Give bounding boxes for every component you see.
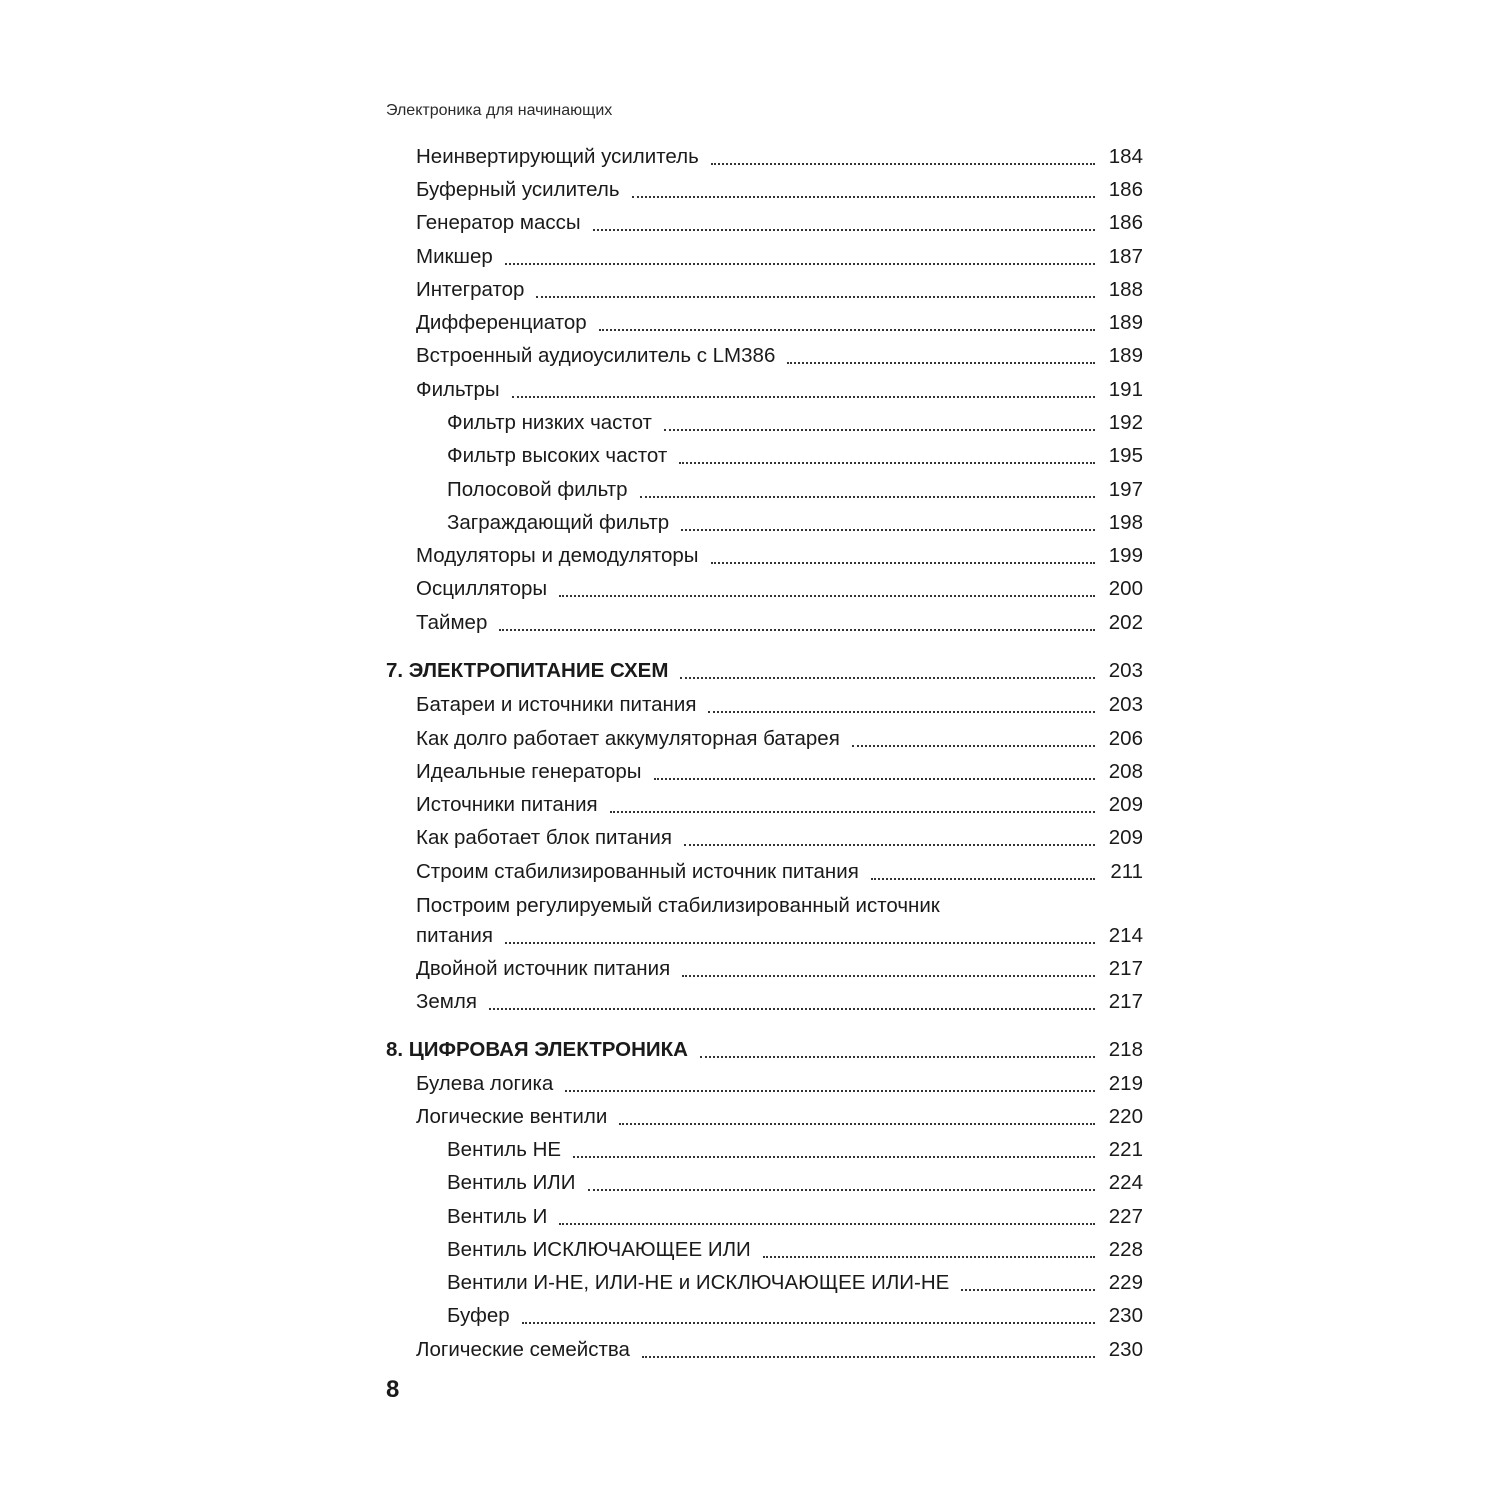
toc-entry-title: Генератор массы <box>416 211 581 234</box>
toc-entry[interactable] <box>416 954 1143 984</box>
toc-entry-title: Полосовой фильтр <box>447 478 628 501</box>
toc-leader-dots <box>664 429 1095 431</box>
toc-entry-page: 187 <box>1108 245 1143 268</box>
toc-entry[interactable] <box>416 757 1143 787</box>
toc-entry-title: Микшер <box>416 245 493 268</box>
toc-entry-title: Дифференциатор <box>416 311 587 334</box>
toc-entry[interactable] <box>416 790 1143 820</box>
toc-entry-title: Вентиль ИСКЛЮЧАЮЩЕЕ ИЛИ <box>447 1238 751 1261</box>
toc-entry-page: 197 <box>1108 478 1143 501</box>
toc-entry[interactable] <box>447 508 1143 538</box>
toc-entry-title: Как долго работает аккумуляторная батарея <box>416 727 840 750</box>
toc-leader-dots <box>599 329 1095 331</box>
toc-leader-dots <box>654 778 1096 780</box>
toc-entry-page: 227 <box>1108 1205 1143 1228</box>
toc-entry-page: 206 <box>1108 727 1143 750</box>
toc-entry[interactable] <box>447 1268 1143 1298</box>
toc-leader-dots <box>681 529 1095 531</box>
toc-entry-page: 209 <box>1108 826 1143 849</box>
toc-leader-dots <box>684 844 1095 846</box>
toc-entry-page: 198 <box>1108 511 1143 534</box>
toc-entry[interactable] <box>447 1301 1143 1331</box>
toc-entry-title: Буфер <box>447 1304 510 1327</box>
toc-leader-dots <box>505 942 1095 944</box>
toc-leader-dots <box>708 711 1095 713</box>
toc-entry-wrapped[interactable] <box>416 891 1143 951</box>
toc-leader-dots <box>700 1056 1095 1058</box>
toc-entry-page: 217 <box>1108 990 1143 1013</box>
toc-entry[interactable] <box>416 608 1143 638</box>
toc-entry-page: 202 <box>1108 611 1143 634</box>
toc-entry-page: 214 <box>1108 924 1143 947</box>
toc-entry-page: 200 <box>1108 577 1143 600</box>
toc-entry[interactable] <box>416 175 1143 205</box>
toc-leader-dots <box>871 878 1095 880</box>
toc-leader-dots <box>593 229 1095 231</box>
toc-entry[interactable] <box>416 242 1143 272</box>
toc-leader-dots <box>610 811 1095 813</box>
toc-entry-page: 203 <box>1108 659 1143 682</box>
toc-leader-dots <box>640 496 1095 498</box>
toc-chapter-heading[interactable] <box>386 1035 1143 1065</box>
toc-leader-dots <box>680 677 1095 679</box>
toc-entry[interactable] <box>447 1168 1143 1198</box>
toc-entry-page: 228 <box>1108 1238 1143 1261</box>
toc-entry-page: 230 <box>1108 1338 1143 1361</box>
toc-entry-title: Идеальные генераторы <box>416 760 642 783</box>
toc-leader-dots <box>522 1322 1095 1324</box>
toc-entry-title: Неинвертирующий усилитель <box>416 145 699 168</box>
toc-leader-dots <box>711 163 1095 165</box>
toc-entry-page: 191 <box>1108 378 1143 401</box>
toc-entry-page: 186 <box>1108 211 1143 234</box>
toc-entry-title: Заграждающий фильтр <box>447 511 670 534</box>
toc-entry-title: Фильтры <box>416 378 500 401</box>
toc-entry-page: 209 <box>1108 793 1143 816</box>
toc-leader-dots <box>559 595 1095 597</box>
toc-entry-title: Логические вентили <box>416 1105 608 1128</box>
toc-entry-title: Логические семейства <box>416 1338 630 1361</box>
toc-entry[interactable] <box>416 1102 1143 1132</box>
toc-entry-page: 220 <box>1108 1105 1143 1128</box>
toc-entry[interactable] <box>447 1135 1143 1165</box>
toc-leader-dots <box>619 1123 1095 1125</box>
toc-entry[interactable] <box>416 987 1143 1017</box>
toc-entry-page: 184 <box>1108 145 1143 168</box>
toc-entry-page: 199 <box>1108 544 1143 567</box>
toc-entry[interactable] <box>416 375 1143 405</box>
toc-entry-title: Буферный усилитель <box>416 178 620 201</box>
toc-entry[interactable] <box>416 142 1143 172</box>
toc-entry[interactable] <box>416 574 1143 604</box>
toc-entry-title: Интегратор <box>416 278 525 301</box>
toc-entry[interactable] <box>447 1235 1143 1265</box>
toc-entry-title-line1: Построим регулируемый стабилизированный источник <box>416 894 940 917</box>
toc-entry[interactable] <box>447 475 1143 505</box>
toc-entry-title: Вентиль НЕ <box>447 1138 562 1161</box>
toc-entry-page: 218 <box>1108 1038 1143 1061</box>
toc-entry-page: 208 <box>1108 760 1143 783</box>
toc-entry[interactable] <box>416 690 1143 720</box>
toc-entry-title: Фильтр высоких частот <box>447 444 668 467</box>
toc-leader-dots <box>499 629 1095 631</box>
toc-leader-dots <box>559 1223 1095 1225</box>
toc-leader-dots <box>632 196 1095 198</box>
toc-entry-title: Строим стабилизированный источник питания <box>416 860 859 883</box>
toc-entry-title: Батареи и источники питания <box>416 693 697 716</box>
toc-leader-dots <box>565 1090 1095 1092</box>
toc-leader-dots <box>961 1289 1095 1291</box>
toc-entry-page: 186 <box>1108 178 1143 201</box>
toc-entry[interactable] <box>416 541 1143 571</box>
toc-entry-title-line2: питания <box>416 924 493 947</box>
toc-leader-dots <box>711 562 1095 564</box>
toc-entry-title: Как работает блок питания <box>416 826 672 849</box>
toc-leader-dots <box>682 975 1095 977</box>
toc-entry[interactable] <box>416 1069 1143 1099</box>
toc-entry[interactable] <box>416 1335 1143 1365</box>
toc-entry-page: 224 <box>1108 1171 1143 1194</box>
toc-entry[interactable] <box>416 208 1143 238</box>
toc-entry[interactable] <box>416 823 1143 853</box>
toc-entry-page: 221 <box>1108 1138 1143 1161</box>
toc-entry-title: Вентиль И <box>447 1205 548 1228</box>
toc-entry-title: 7. ЭЛЕКТРОПИТАНИЕ СХЕМ <box>386 659 669 682</box>
toc-entry-page: 189 <box>1108 344 1143 367</box>
toc-entry-title: Вентиль ИЛИ <box>447 1171 576 1194</box>
toc-leader-dots <box>573 1156 1095 1158</box>
toc-entry-title: Вентили И-НЕ, ИЛИ-НЕ и ИСКЛЮЧАЮЩЕЕ ИЛИ-НЕ <box>447 1271 950 1294</box>
toc-entry[interactable] <box>447 1202 1143 1232</box>
toc-entry[interactable] <box>416 857 1143 887</box>
toc-leader-dots <box>679 462 1095 464</box>
toc-leader-dots <box>489 1008 1095 1010</box>
toc-entry-page: 195 <box>1108 444 1143 467</box>
toc-leader-dots <box>787 362 1095 364</box>
toc-chapter-heading[interactable] <box>386 656 1143 686</box>
toc-entry-title: Таймер <box>416 611 488 634</box>
toc-entry[interactable] <box>416 308 1143 338</box>
toc-entry-title: Двойной источник питания <box>416 957 671 980</box>
toc-leader-dots <box>588 1189 1096 1191</box>
toc-entry-page: 211 <box>1110 860 1143 883</box>
toc-entry-page: 189 <box>1108 311 1143 334</box>
toc-entry[interactable] <box>447 408 1143 438</box>
toc-entry-title: Осцилляторы <box>416 577 548 600</box>
toc-entry[interactable] <box>447 441 1143 471</box>
toc-entry[interactable] <box>416 341 1143 371</box>
toc-entry-title: Источники питания <box>416 793 598 816</box>
toc-entry-title: 8. ЦИФРОВАЯ ЭЛЕКТРОНИКА <box>386 1038 688 1061</box>
toc-entry-page: 230 <box>1108 1304 1143 1327</box>
toc-entry-title: Модуляторы и демодуляторы <box>416 544 699 567</box>
toc-leader-dots <box>763 1256 1095 1258</box>
toc-leader-dots <box>536 296 1095 298</box>
toc-entry-title: Встроенный аудиоусилитель с LM386 <box>416 344 776 367</box>
toc-entry-page: 188 <box>1108 278 1143 301</box>
toc-entry-page: 203 <box>1108 693 1143 716</box>
toc-leader-dots <box>505 263 1095 265</box>
toc-entry-page: 219 <box>1108 1072 1143 1095</box>
toc-entry-page: 217 <box>1108 957 1143 980</box>
toc-leader-dots <box>852 745 1095 747</box>
toc-leader-dots <box>512 396 1095 398</box>
page-number: 8 <box>386 1376 400 1403</box>
toc-entry-page: 229 <box>1108 1271 1143 1294</box>
toc-entry-title: Земля <box>416 990 477 1013</box>
toc-leader-dots <box>642 1356 1095 1358</box>
toc-entry[interactable] <box>416 275 1143 305</box>
toc-entry[interactable] <box>416 724 1143 754</box>
toc-entry-page: 192 <box>1108 411 1143 434</box>
toc-entry-title: Булева логика <box>416 1072 554 1095</box>
toc-entry-title: Фильтр низких частот <box>447 411 652 434</box>
running-header: Электроника для начинающих <box>386 102 613 119</box>
